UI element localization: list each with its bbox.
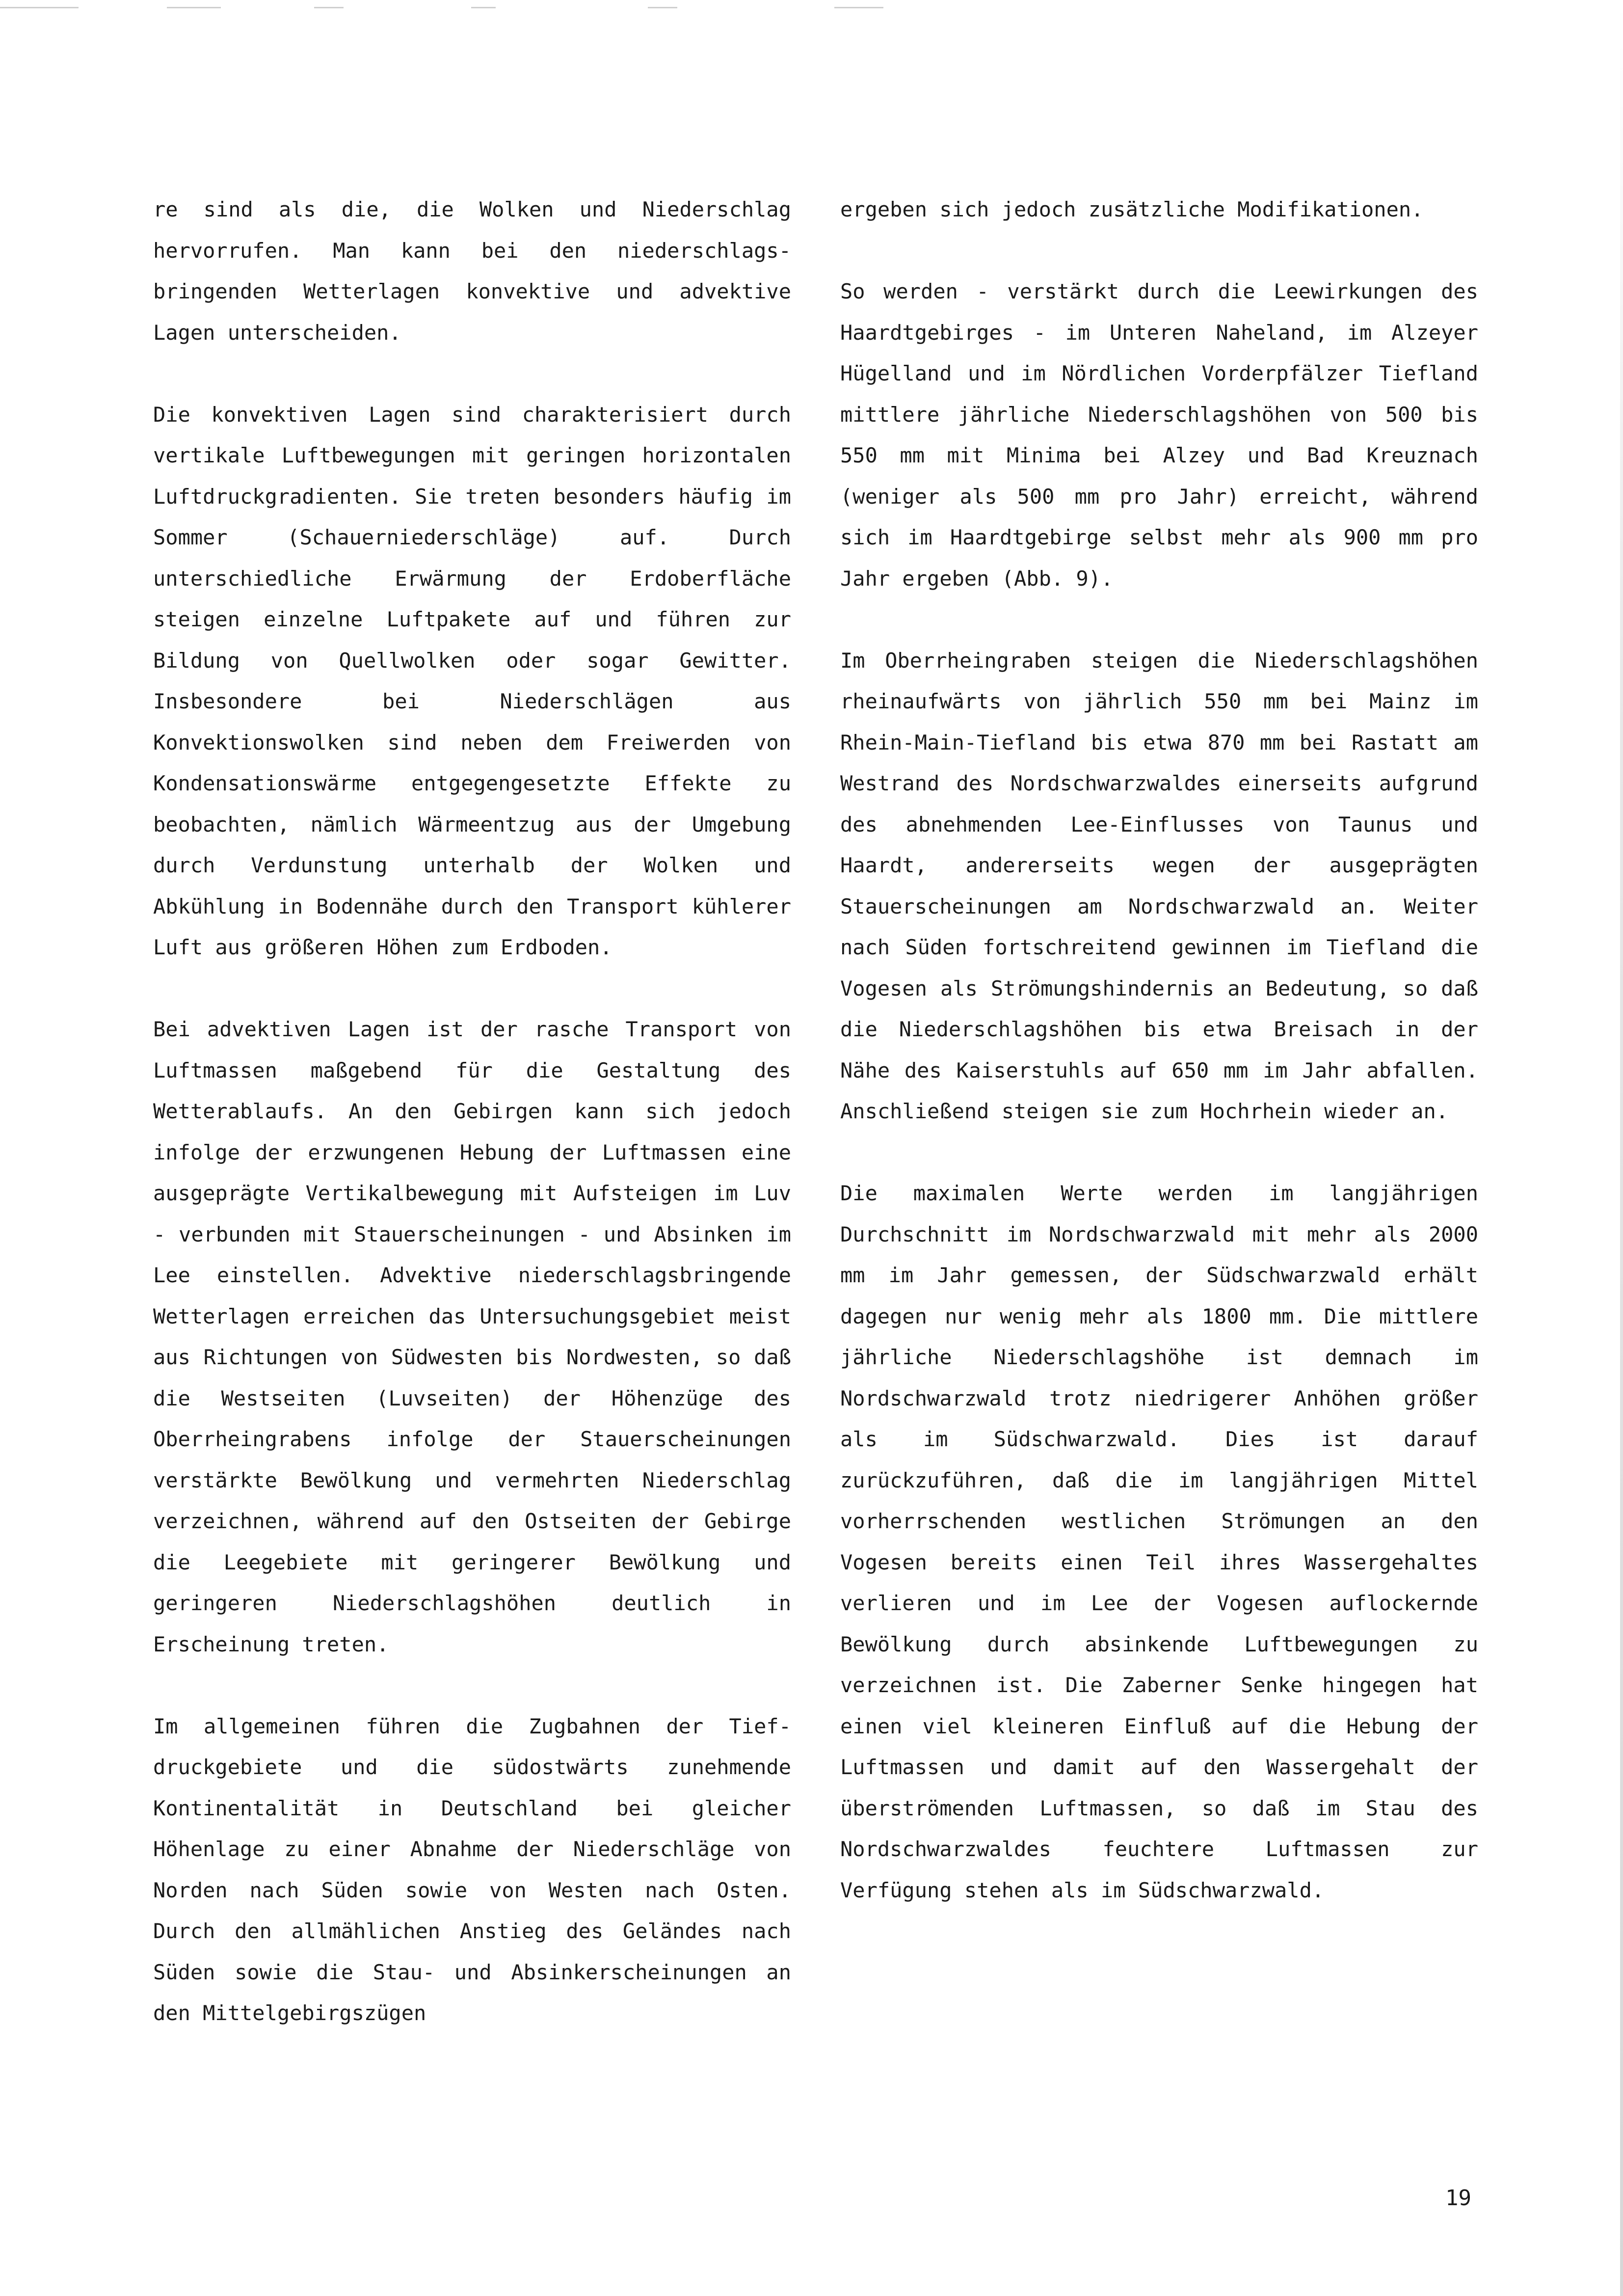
paragraph: Die maximalen Werte werden im langjährigen Durchschnitt im Nordschwarzwald mit mehr als 2000 mm im Jahr gemessen, der Südschwarzwald erhält dagegen nur wenig mehr als 1800 mm. Die mittlere jährliche Niederschlagshöhe ist demnach im Nordschwarzwald trotz niedrigerer Anhöhen größer als im Südschwarzwald. Dies ist darauf zurückzuführen, daß die im langjährigen Mittel vorherrschenden westlichen Strömungen an den Vogesen bereits einen Teil ihres Wassergehaltes verlieren und im Lee der Vogesen auflockernde Bewölkung durch absinkende Luftbewegungen zu verzeichnen ist. Die Zaberner Senke hingegen hat einen viel kleineren Einfluß auf die Hebung der Luftmassen und damit auf den Wassergehalt der überströmenden Luftmassen, so daß im Stau des Nordschwarzwaldes feuchtere Luftmassen zur Verfügung stehen als im Südschwarzwald. [840,1181,1478,1902]
paragraph: Die konvektiven Lagen sind charakterisiert durch vertikale Luftbewegungen mit geringen horizontalen Luftdruckgradienten. Sie treten besonders häufig im Sommer (Schauerniederschläge) auf. Durch unterschiedliche Erwärmung der Erdoberfläche steigen einzelne Luftpakete auf und führen zur Bildung von Quellwolken oder sogar Gewitter. Insbesondere bei Niederschlägen aus Konvektionswolken sind neben dem Freiwerden von Kondensationswärme entgegengesetzte Effekte zu beobachten, nämlich Wärmeentzug aus der Umgebung durch Verdunstung unterhalb der Wolken und Abkühlung in Bodennähe durch den Transport kühlerer Luft aus größeren Höhen zum Erdboden. [153,402,791,959]
scan-artifact-top [0,7,1623,9]
paragraph: Bei advektiven Lagen ist der rasche Transport von Luftmassen maßgebend für die Gestaltung des Wetterablaufs. An den Gebirgen kann sich jedoch infolge der erzwungenen Hebung der Luftmassen eine ausgeprägte Vertikalbewegung mit Aufsteigen im Luv - verbunden mit Stauerscheinungen - und Absinken im Lee einstellen. Advektive niederschlagsbringende Wetterlagen erreichen das Untersuchungsgebiet meist aus Richtungen von Südwesten bis Nordwesten, so daß die Westseiten (Luvseiten) der Höhenzüge des Oberrheingrabens infolge der Stauerscheinungen verstärkte Bewölkung und vermehrten Niederschlag verzeichnen, während auf den Ostseiten der Gebirge die Leegebiete mit geringerer Bewölkung und geringeren Niederschlagshöhen deutlich in Erscheinung treten. [153,1017,791,1656]
page-number: 19 [1445,2186,1471,2211]
paragraph: re sind als die, die Wolken und Niederschlag hervorrufen. Man kann bei den niederschlagsbringenden Wetterlagen konvektive und advektive Lagen unterscheiden. [153,197,791,345]
right-text-column [840,189,1478,1952]
paragraph: Im Oberrheingraben steigen die Niederschlagshöhen rheinaufwärts von jährlich 550 mm bei Mainz im Rhein-Main-Tiefland bis etwa 870 mm bei Rastatt am Westrand des Nordschwarzwaldes einerseits aufgrund des abnehmenden Lee-Einflusses von Taunus und Haardt, andererseits wegen der ausgeprägten Stauerscheinungen am Nordschwarzwald an. Weiter nach Süden fortschreitend gewinnen im Tiefland die Vogesen als Strömungshindernis an Bedeutung, so daß die Niederschlagshöhen bis etwa Breisach in der Nähe des Kaiserstuhls auf 650 mm im Jahr abfallen. Anschließend steigen sie zum Hochrhein wieder an. [840,648,1478,1123]
paragraph: Im allgemeinen führen die Zugbahnen der Tiefdruckgebiete und die südostwärts zunehmende Kontinentalität in Deutschland bei gleicher Höhenlage zu einer Abnahme der Niederschläge von Norden nach Süden sowie von Westen nach Osten. Durch den allmählichen Anstieg des Geländes nach Süden sowie die Stau- und Absinkerscheinungen an den Mittelgebirgszügen [153,1714,791,2025]
paragraph: So werden - verstärkt durch die Leewirkungen des Haardtgebirges - im Unteren Naheland, im Alzeyer Hügelland und im Nördlichen Vorderpfälzer Tiefland mittlere jährliche Niederschlagshöhen von 500 bis 550 mm mit Minima bei Alzey und Bad Kreuznach (weniger als 500 mm pro Jahr) erreicht, während sich im Haardtgebirge selbst mehr als 900 mm pro Jahr ergeben (Abb. 9). [840,279,1478,591]
left-text-column [153,189,791,2075]
scan-edge [1620,0,1623,2296]
paragraph: ergeben sich jedoch zusätzliche Modifikationen. [840,197,1424,221]
